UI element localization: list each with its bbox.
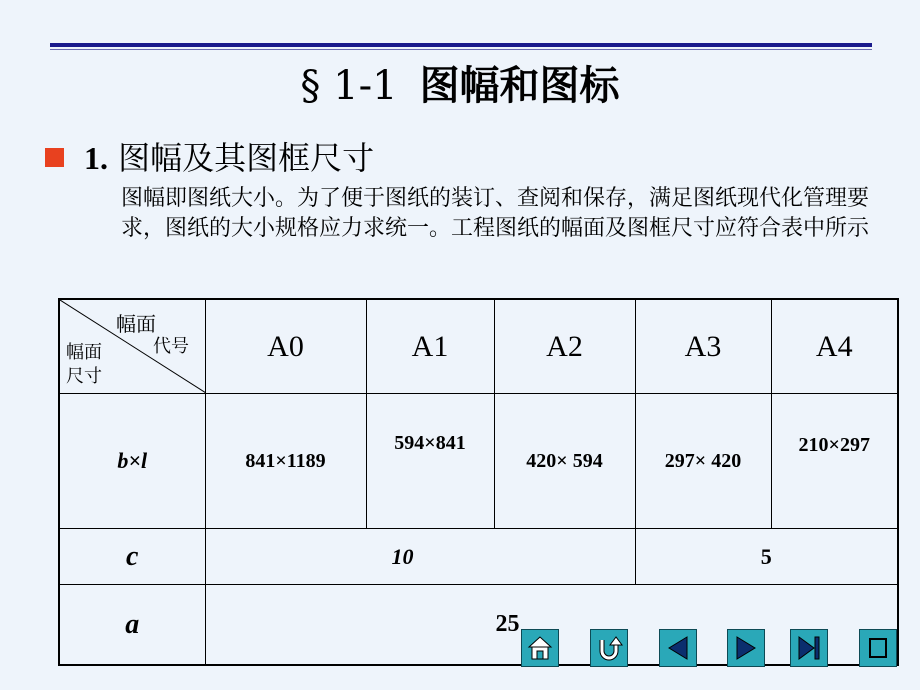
end-icon <box>864 634 892 662</box>
code-a1: A1 <box>366 299 494 394</box>
next-button[interactable] <box>727 629 765 667</box>
return-button[interactable] <box>590 629 628 667</box>
next-icon <box>732 634 760 662</box>
subheading <box>84 138 374 178</box>
previous-button[interactable] <box>659 629 697 667</box>
table-row-c <box>59 529 898 585</box>
row-label-a: a <box>59 585 205 666</box>
code-a0: A0 <box>205 299 366 394</box>
bl-a1: 594×841 <box>366 394 494 529</box>
previous-icon <box>664 634 692 662</box>
description-paragraph: 图幅即图纸大小。为了便于图纸的装订、查阅和保存，满足图纸现代化管理要求，图纸的大小规格应力求统一。工程图纸的幅面及图框尺寸应符合表中所示 <box>121 186 870 241</box>
bl-a0: 841×1189 <box>205 394 366 529</box>
last-icon <box>795 634 823 662</box>
table-row-bl <box>59 394 898 529</box>
title-rule-thin <box>50 49 872 50</box>
table-header-row <box>59 299 898 394</box>
a-value: 25 <box>205 585 898 666</box>
table-row-a <box>59 585 898 666</box>
bl-a3: 297× 420 <box>635 394 771 529</box>
corner-label-top: 幅面 <box>116 314 156 336</box>
subheading-number: 1. <box>84 140 108 176</box>
section-number: § 1-1 <box>300 63 398 109</box>
bl-a4: 210×297 <box>771 394 898 529</box>
sheet-size-table <box>58 298 899 666</box>
corner-label-code: 代号 <box>153 336 189 356</box>
code-a2: A2 <box>494 299 635 394</box>
last-button[interactable] <box>790 629 828 667</box>
end-button[interactable] <box>859 629 897 667</box>
corner-label-left-2: 尺寸 <box>66 366 102 386</box>
section-title: 图幅和图标 <box>419 63 620 109</box>
bullet-square-icon <box>45 148 64 167</box>
c-value-a3-a4: 5 <box>635 529 898 585</box>
home-icon <box>526 634 554 662</box>
title-rule <box>50 43 872 47</box>
home-button[interactable] <box>521 629 559 667</box>
bl-a2: 420× 594 <box>494 394 635 529</box>
return-icon <box>595 634 623 662</box>
corner-label-left-1: 幅面 <box>66 342 102 362</box>
subheading-text: 图幅及其图框尺寸 <box>118 139 375 177</box>
page-title <box>0 62 920 110</box>
code-a4: A4 <box>771 299 898 394</box>
code-a3: A3 <box>635 299 771 394</box>
row-label-c: c <box>59 529 205 585</box>
c-value-a0-a2: 10 <box>205 529 635 585</box>
row-label-bl: b×l <box>59 394 205 529</box>
corner-cell <box>59 299 205 394</box>
